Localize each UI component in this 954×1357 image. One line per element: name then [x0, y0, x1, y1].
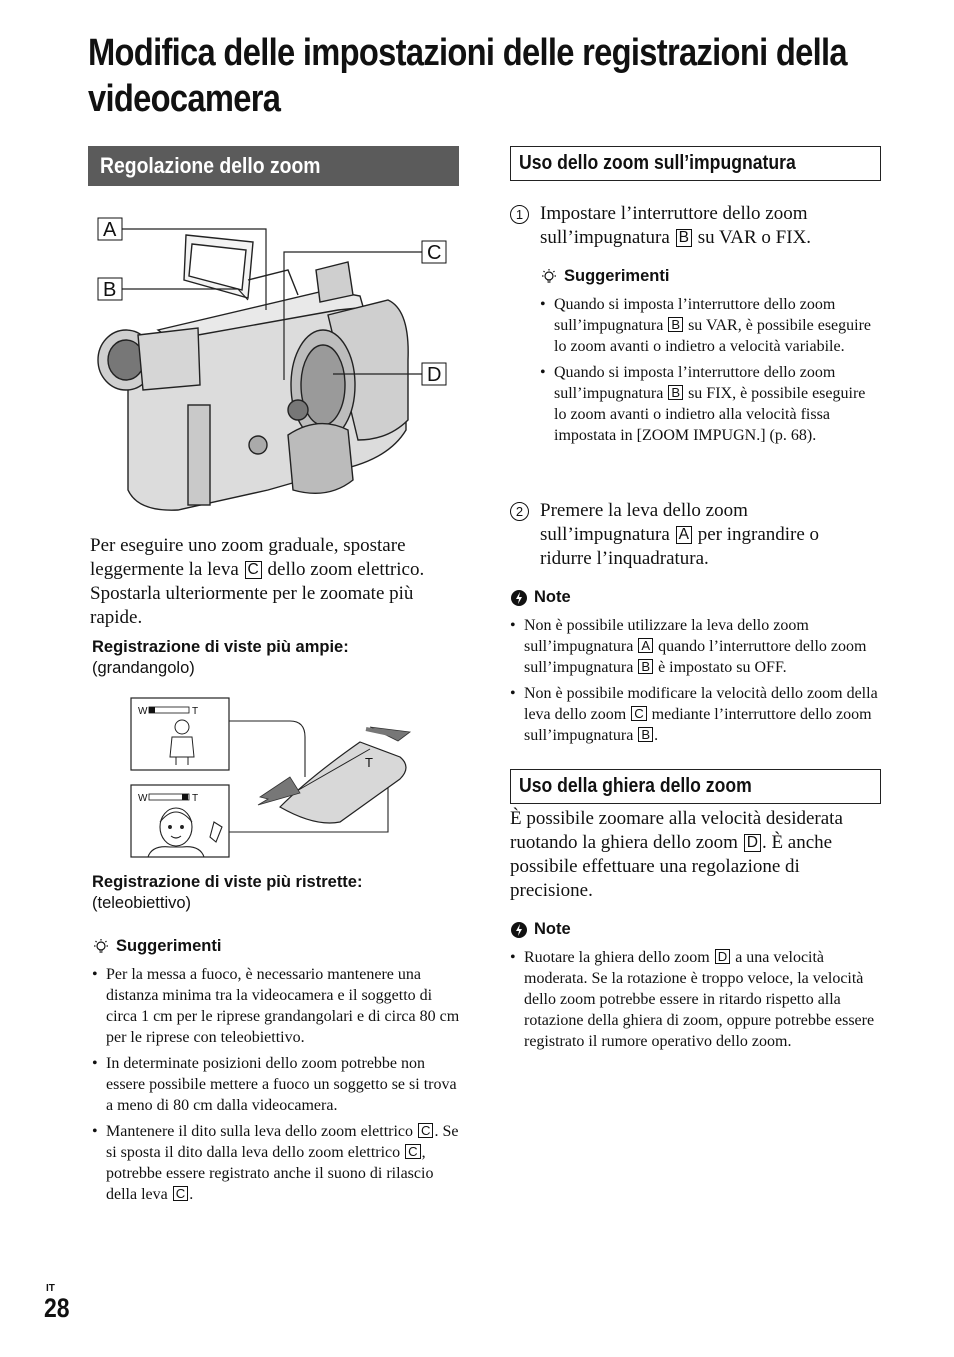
- lightbulb-icon: [540, 268, 558, 286]
- camera-illustration: [88, 200, 458, 525]
- tip-item: • Quando si imposta l’interruttore dello zoom sull’impugnatura B su VAR, è possibile eseguire lo zoom avanti o indietro a velocità variabile.: [540, 294, 880, 357]
- intro-paragraph: Per eseguire uno zoom graduale, spostare leggermente la leva C dello zoom elettrico. Spostarla ulteriormente per le zoomate più rapide.: [90, 535, 425, 628]
- note-item: • Non è possibile modificare la velocità dello zoom della leva dello zoom C mediante l’interruttore dello zoom sull’impugnatura B .: [510, 683, 882, 746]
- svg-text:W: W: [138, 793, 148, 804]
- note-item: • Non è possibile utilizzare la leva dello zoom sull’impugnatura A quando l’interruttore dello zoom sull’impugnatura B è impostato su OFF.: [510, 615, 882, 678]
- note-item: • Ruotare la ghiera dello zoom D a una velocità moderata. Se la rotazione è troppo veloce, la velocità dello zoom potrebbe essere in ritardo rispetto alla rotazione della ghiera di zoom, oppure potrebbe essere registrato il rumore operativo dello zoom.: [510, 947, 882, 1052]
- page-title: Modifica delle impostazioni delle registrazioni della videocamera: [88, 32, 847, 120]
- svg-text:T: T: [192, 706, 199, 717]
- svg-text:T: T: [365, 755, 373, 770]
- callout-d: D: [427, 364, 442, 386]
- tip-item: • Per la messa a fuoco, è necessario mantenere una distanza minima tra la videocamera e il soggetto di circa 1 cm per le riprese grandangolari e di circa 80 cm per le riprese con teleobiettivo.: [92, 964, 462, 1048]
- callout-c: C: [427, 242, 442, 264]
- svg-text:T: T: [192, 793, 199, 804]
- tips-right: Suggerimenti • Quando si imposta l’interruttore dello zoom sull’impugnatura B su VAR, è possibile eseguire lo zoom avanti o indietro a velocità variabile. • Quando si imposta l’interruttore dello zoom sull’impugnatura B su FIX, è possibile eseguire lo zoom avanti o indietro alla velocità fissa impostata in [ZOOM IMPUGN.] (p. 68).: [540, 267, 880, 451]
- step-2: 2 Premere la leva dello zoom sull’impugnatura A per ingrandire o ridurre l’inquadratura.: [510, 499, 870, 571]
- notes-right-1: Note • Non è possibile utilizzare la leva dello zoom sull’impugnatura A quando l’interruttore dello zoom sull’impugnatura B è impostato su OFF. • Non è possibile modificare la velocità dello zoom della leva dello zoom C mediante l’interruttore dello zoom sull’impugnatura B .: [510, 588, 882, 751]
- tip-item: • In determinate posizioni dello zoom potrebbe non essere possibile mettere a fuoco un soggetto se si trova a meno di 80 cm dalla videocamera.: [92, 1053, 462, 1116]
- tele-sub: (teleobiettivo): [92, 894, 192, 912]
- language-code: IT: [46, 1283, 55, 1294]
- note-icon: [510, 921, 528, 939]
- zoom-lever-diagram: [130, 697, 420, 862]
- tip-item: • Quando si imposta l’interruttore dello zoom sull’impugnatura B su FIX, è possibile eseguire lo zoom avanti o indietro alla velocità fissa impostata in [ZOOM IMPUGN.] (p. 68).: [540, 362, 880, 446]
- tele-label: Registrazione di viste più ristrette:: [92, 873, 363, 891]
- wide-sub: (grandangolo): [92, 659, 195, 677]
- note-icon: [510, 589, 528, 607]
- section-heading-zoom-ring: Uso della ghiera dello zoom: [510, 769, 881, 804]
- page-number: 28: [44, 1293, 70, 1323]
- lightbulb-icon: [92, 938, 110, 956]
- svg-text:W: W: [138, 706, 148, 717]
- section-heading-grip-zoom: Uso dello zoom sull’impugnatura: [510, 146, 881, 181]
- key-c: C: [245, 561, 262, 579]
- tip-item: • Mantenere il dito sulla leva dello zoom elettrico C . Se si sposta il dito dalla leva dello zoom elettrico C , potrebbe essere registrato anche il suono di rilascio della leva C .: [92, 1121, 462, 1205]
- section-heading-zoom: Regolazione dello zoom: [88, 146, 459, 186]
- notes-right-2: Note • Ruotare la ghiera dello zoom D a una velocità moderata. Se la rotazione è troppo veloce, la velocità dello zoom potrebbe essere in ritardo rispetto alla rotazione della ghiera di zoom, oppure potrebbe essere registrato il rumore operativo dello zoom.: [510, 920, 882, 1057]
- zoom-ring-paragraph: È possibile zoomare alla velocità desiderata ruotando la ghiera dello zoom D . È anche possibile effettuare una regolazione di precisione.: [510, 808, 843, 901]
- callout-b: B: [103, 279, 117, 301]
- wide-label: Registrazione di viste più ampie:: [92, 638, 349, 656]
- callout-a: A: [103, 219, 117, 241]
- step-1: 1 Impostare l’interruttore dello zoom sull’impugnatura B su VAR o FIX.: [510, 202, 880, 250]
- tips-left: Suggerimenti • Per la messa a fuoco, è necessario mantenere una distanza minima tra la videocamera e il soggetto di circa 1 cm per le riprese grandangolari e di circa 80 cm per le riprese con teleobiettivo. • In determinate posizioni dello zoom potrebbe non essere possibile mettere a fuoco un soggetto se si trova a meno di 80 cm dalla videocamera. • Mantenere il dito sulla leva dello zoom elettrico C . Se si sposta il dito dalla leva dello zoom elettrico C , potrebbe essere registrato anche il suono di rilascio della leva C .: [92, 937, 462, 1210]
